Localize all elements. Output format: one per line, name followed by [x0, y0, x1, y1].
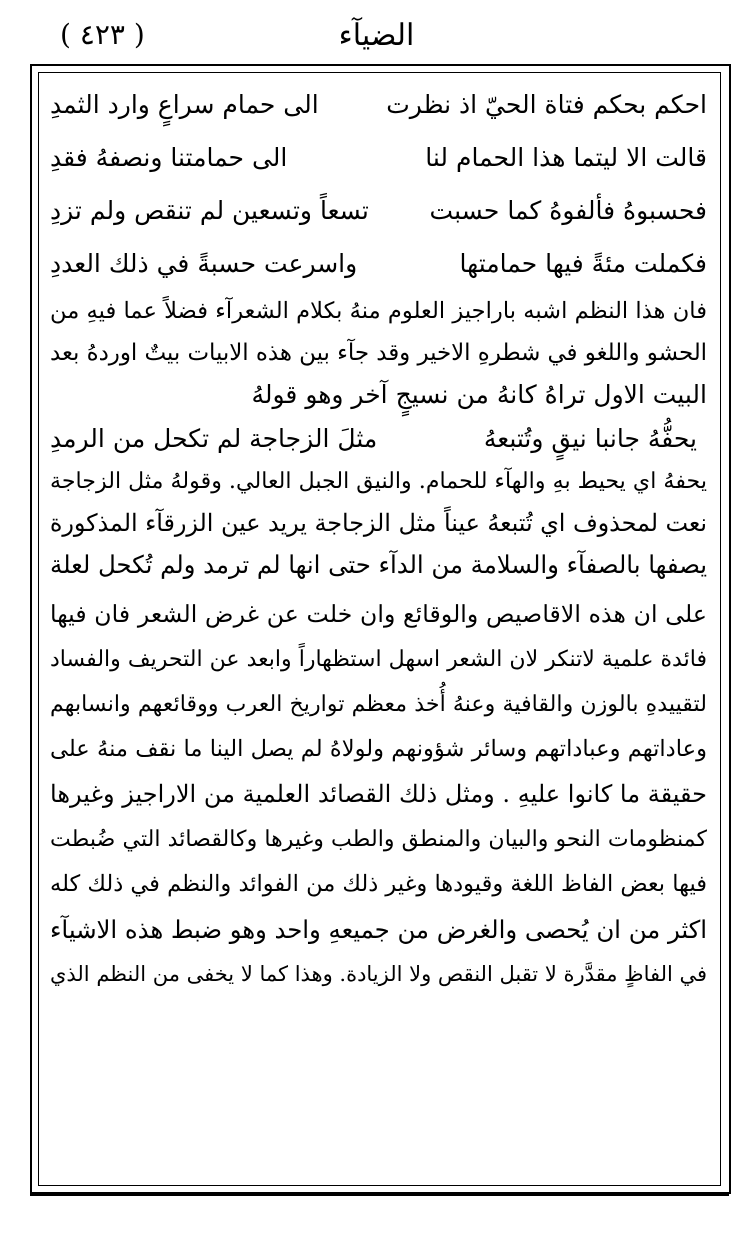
page-header [0, 14, 753, 54]
paragraph [50, 592, 707, 997]
verse-second-hemistich: مثلَ الزجاجة لم تكحل من الرمدِ [50, 423, 378, 453]
bottom-rule [30, 1193, 729, 1196]
text-line: وعاداتهم وعباداتهم وسائر شؤونهم ولولاهُ لم يصل الينا ما نقف منهُ على [50, 736, 707, 762]
verse [50, 184, 707, 237]
text-line: حقيقة ما كانوا عليهِ . ومثل ذلك القصائد العلمية من الاراجيز وغيرها [50, 780, 707, 808]
text-line: في الفاظٍ مقدَّرة لا تقبل النقص ولا الزيادة. وهذا كما لا يخفى من النظم الذي [50, 962, 707, 986]
page-body [50, 78, 707, 997]
verse-first-hemistich: فحسبوهُ فألفوهُ كما حسبت [429, 196, 707, 225]
verse [50, 78, 707, 131]
text-line: نعت لمحذوف اي تُتبعهُ عيناً مثل الزجاجة يريد عين الزرقآء المذكورة [49, 509, 707, 537]
text-line: فائدة علمية لاتنكر لان الشعر اسهل استظهاراً وابعد عن التحريف والفساد [50, 647, 707, 672]
verse-second-hemistich: الى حمام سراعٍ وارد الثمدِ [50, 90, 319, 119]
verse-first-hemistich: قالت الا ليتما هذا الحمام لنا [425, 143, 707, 172]
quoted-verse [50, 416, 707, 460]
verse-first-hemistich: يحفُّهُ جانبا نيقٍ وتُتبعهُ [483, 423, 697, 453]
text-line: فيها بعض الفاظ اللغة وقيودها وغير ذلك من الفوائد والنظم في ذلك كله [50, 871, 707, 897]
verse [50, 237, 707, 290]
verse-first-hemistich: فكملت مئةً فيها حمامتها [459, 249, 707, 278]
text-line: على ان هذه الاقاصيص والوقائع وان خلت عن غرض الشعر فان فيها [50, 600, 707, 628]
verse-second-hemistich: الى حمامتنا ونصفهُ فقدِ [50, 143, 288, 172]
text-line: لتقييدهِ بالوزن والقافية وعنهُ أُخذ معظم تواريخ العرب ووقائعهم وانسابهم [50, 691, 707, 717]
running-title: الضيآء [338, 18, 415, 53]
text-line: يصفها بالصفآء والسلامة من الدآء حتى انها لم ترمد ولم تُكحل لعلة [50, 550, 707, 579]
text-line: فان هذا النظم اشبه باراجيز العلوم منهُ بكلام الشعرآء فضلاً عما فيهِ من [50, 298, 707, 324]
page-number: ( ٤٢٣ ) [60, 18, 145, 51]
text-line: اكثر من ان يُحصى والغرض من جميعهِ واحد وهو ضبط هذه الاشيآء [50, 915, 707, 944]
text-line: كمنظومات النحو والبيان والمنطق والطب وغيرها وكالقصائد التي ضُبطت [50, 826, 707, 852]
verse-second-hemistich: واسرعت حسبةً في ذلك العددِ [50, 249, 358, 278]
text-line: البيت الاول تراهُ كانهُ من نسيجٍ آخر وهو قولهُ [251, 380, 707, 409]
text-line: يحفهُ اي يحيط بهِ والهآء للحمام. والنيق الجبل العالي. وقولهُ مثل الزجاجة [49, 468, 707, 494]
text-line: الحشو واللغو في شطرهِ الاخير وقد جآء بين هذه الابيات بيتٌ اوردهُ بعد [50, 340, 707, 366]
verse [50, 131, 707, 184]
verse-second-hemistich: تسعاً وتسعين لم تنقص ولم تزدِ [50, 196, 369, 225]
verse-first-hemistich: احكم بحكم فتاة الحيّ اذ نظرت [386, 90, 707, 119]
